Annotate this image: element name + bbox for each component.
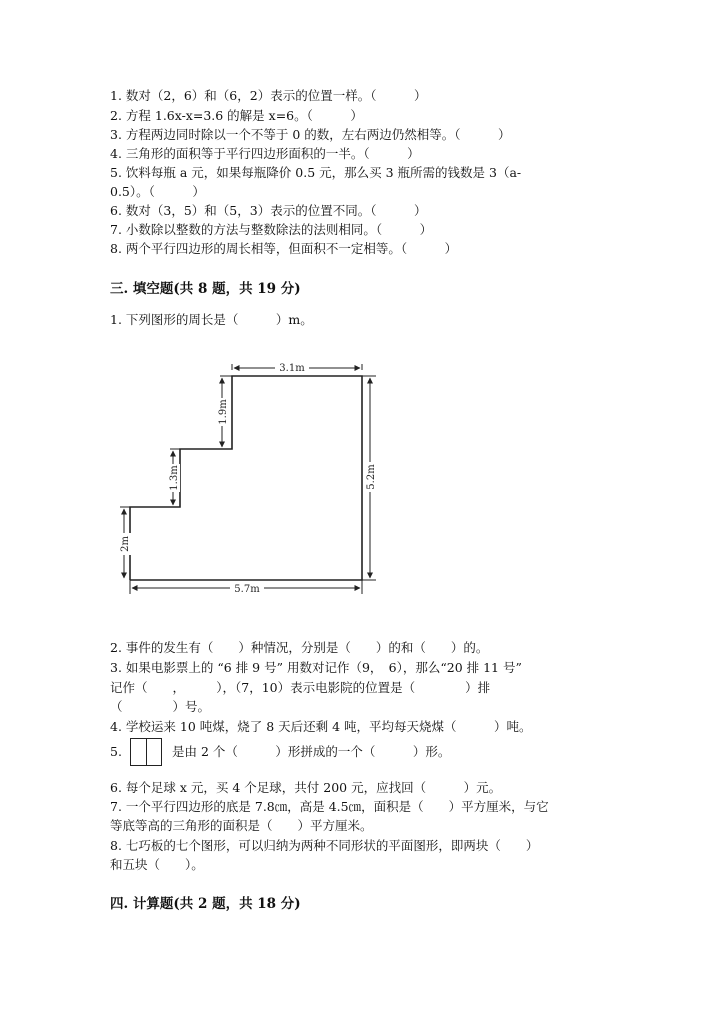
fill-q8a: 8. 七巧板的七个图形，可以归纳为两种不同形状的平面图形，即两块（ ） (110, 838, 539, 853)
fill-q2: 2. 事件的发生有（ ）种情况，分别是（ ）的和（ ）的。 (110, 640, 489, 655)
label-top: 3.1m (279, 363, 305, 374)
fill-q1: 1. 下列图形的周长是（ ）m。 (110, 312, 313, 327)
judge-q2: 2. 方程 1.6x-x=3.6 的解是 x=6。（ ） (110, 108, 363, 123)
fill-q8b: 和五块（ ）。 (110, 857, 204, 872)
figure-outline (130, 376, 362, 580)
label-step-middle: 1.3m (169, 465, 180, 491)
fill-q5-text: 是由 2 个（ ）形拼成的一个（ ）形。 (172, 744, 451, 759)
fill-q5-number: 5. (110, 744, 122, 759)
judge-q3: 3. 方程两边同时除以一个不等于 0 的数，左右两边仍然相等。（ ） (110, 127, 511, 142)
judge-q4: 4. 三角形的面积等于平行四边形面积的一半。（ ） (110, 146, 420, 161)
label-bottom: 5.7m (234, 584, 260, 595)
label-step-upper: 1.9m (218, 399, 229, 425)
judge-q5b: 0.5）。（ ） (110, 184, 205, 199)
fill-q4: 4. 学校运来 10 吨煤，烧了 8 天后还剩 4 吨，平均每天烧煤（ ）吨。 (110, 719, 532, 734)
judge-q1: 1. 数对（2，6）和（6，2）表示的位置一样。（ ） (110, 88, 427, 103)
fill-q7b: 等底等高的三角形的面积是（ ）平方厘米。 (110, 818, 373, 833)
fill-q3a: 3. 如果电影票上的 “6 排 9 号” 用数对记作（9， 6），那么“20 排 11 号” (110, 660, 522, 675)
label-right: 5.2m (366, 464, 377, 490)
fill-q6: 6. 每个足球 x 元，买 4 个足球，共付 200 元，应找回（ ）元。 (110, 780, 502, 795)
fill-q3b: 记作（ ， ），（7，10）表示电影院的位置是（ ）排 (110, 680, 491, 695)
section4-title: 四. 计算题(共 2 题，共 18 分) (110, 896, 301, 912)
label-left: 2m (120, 536, 131, 552)
judge-q8: 8. 两个平行四边形的周长相等，但面积不一定相等。（ ） (110, 241, 458, 256)
judge-q6: 6. 数对（3，5）和（5，3）表示的位置不同。（ ） (110, 203, 427, 218)
staircase-figure (100, 350, 390, 600)
judge-q5a: 5. 饮料每瓶 a 元，如果每瓶降价 0.5 元，那么买 3 瓶所需的钱数是 3（a- (110, 165, 522, 180)
fill-q7a: 7. 一个平行四边形的底是 7.8㎝，高是 4.5㎝，面积是（ ）平方厘米，与它 (110, 799, 549, 814)
judge-q7: 7. 小数除以整数的方法与整数除法的法则相同。（ ） (110, 222, 433, 237)
section3-title: 三. 填空题(共 8 题，共 19 分) (110, 281, 301, 297)
fill-q3c: （ ）号。 (110, 699, 211, 714)
two-rectangles-figure (130, 738, 162, 766)
